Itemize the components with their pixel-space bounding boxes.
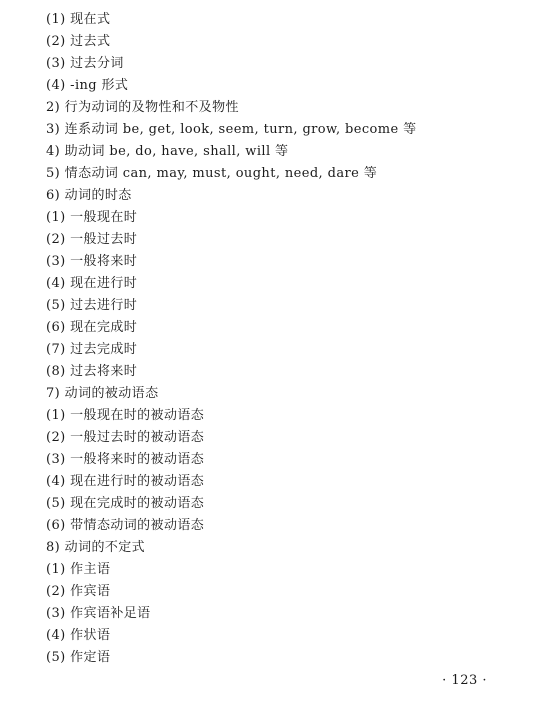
outline-line: (1) 作主语 <box>46 562 111 577</box>
outline-list <box>46 9 417 669</box>
outline-line: 3) 连系动词 be, get, look, seem, turn, grow, become 等 <box>46 122 417 137</box>
outline-line: (6) 现在完成时 <box>46 320 138 335</box>
outline-line: 2) 行为动词的及物性和不及物性 <box>46 100 239 115</box>
outline-line: (1) 现在式 <box>46 12 111 27</box>
outline-line: (5) 过去进行时 <box>46 298 138 313</box>
outline-line: 6) 动词的时态 <box>46 188 132 203</box>
outline-line: (4) 现在进行时 <box>46 276 138 291</box>
outline-line: (8) 过去将来时 <box>46 364 138 379</box>
outline-line: (2) 一般过去时的被动语态 <box>46 430 205 445</box>
outline-line: (7) 过去完成时 <box>46 342 138 357</box>
outline-line: (3) 过去分词 <box>46 56 124 71</box>
outline-line: 8) 动词的不定式 <box>46 540 146 555</box>
outline-line: 7) 动词的被动语态 <box>46 386 159 401</box>
outline-line: (3) 一般将来时的被动语态 <box>46 452 205 467</box>
outline-line: (2) 一般过去时 <box>46 232 138 247</box>
outline-line: (2) 过去式 <box>46 34 111 49</box>
outline-line: (6) 带情态动词的被动语态 <box>46 518 205 533</box>
outline-line: (5) 现在完成时的被动语态 <box>46 496 205 511</box>
outline-line: (1) 一般现在时 <box>46 210 138 225</box>
outline-line: (3) 一般将来时 <box>46 254 138 269</box>
outline-line: (3) 作宾语补足语 <box>46 606 151 621</box>
page-number: · 123 · <box>442 673 487 688</box>
outline-line: (5) 作定语 <box>46 650 111 665</box>
outline-line: (4) -ing 形式 <box>46 78 129 93</box>
outline-line: 4) 助动词 be, do, have, shall, will 等 <box>46 144 289 159</box>
outline-line: (2) 作宾语 <box>46 584 111 599</box>
outline-line: 5) 情态动词 can, may, must, ought, need, dare 等 <box>46 166 378 181</box>
outline-line: (1) 一般现在时的被动语态 <box>46 408 205 423</box>
outline-line: (4) 作状语 <box>46 628 111 643</box>
outline-line: (4) 现在进行时的被动语态 <box>46 474 205 489</box>
